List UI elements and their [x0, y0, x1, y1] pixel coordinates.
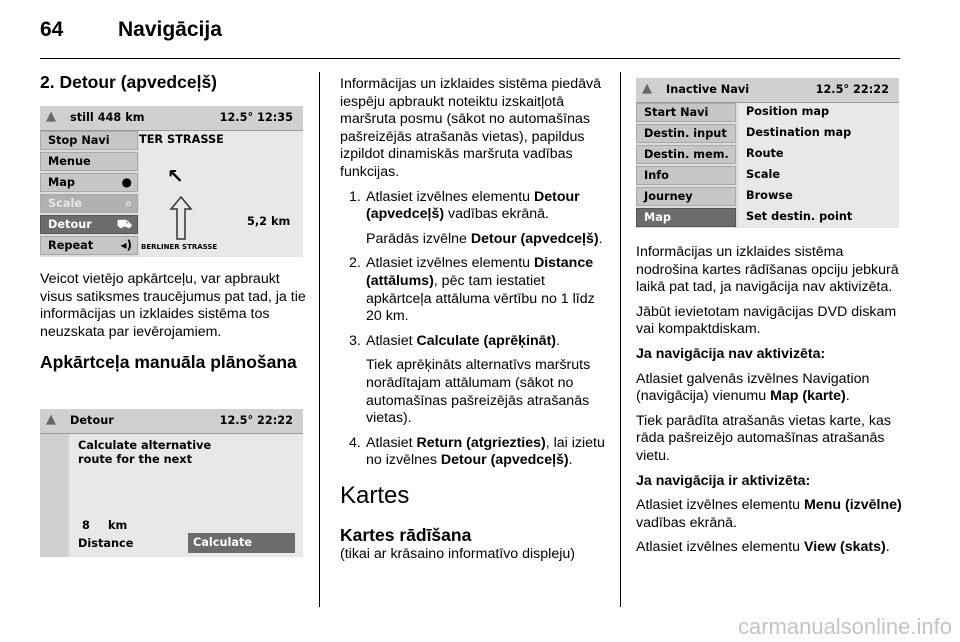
- inactive-navi-screen: [636, 78, 899, 228]
- column-divider-2: [620, 72, 621, 607]
- calculate-button: Calculate: [188, 533, 295, 553]
- column-2: [340, 76, 608, 563]
- menu-item-label: Map: [48, 176, 75, 189]
- condition-heading: Ja navigācija ir aktivizēta:: [636, 472, 811, 489]
- car-icon: ⛟: [116, 217, 132, 231]
- screen-status: 12.5° 12:35: [219, 111, 293, 124]
- column-3-text: [636, 244, 904, 564]
- list-item: 4. Atlasiet Return (atgriezties), lai izietu no izvēlnes Detour (apvedceļš).: [349, 434, 605, 469]
- paragraph: Atlasiet izvēlnes elementu Menu (izvēlne) vadības ekrānā.: [636, 497, 902, 531]
- list-item: 3. Atlasiet Calculate (aprēķināt). Tiek aprēķināts alternatīvs maršruts norādītajam attālumam (sākot no automašīnas pašreizējās atrašanās vietas).: [349, 332, 591, 427]
- menu-item-start-navi: Start Navi: [636, 103, 736, 122]
- straight-arrow-icon: [169, 195, 193, 241]
- street-name-top: TER STRASSE: [139, 133, 224, 146]
- dialog-text-line-2: route for the next: [78, 453, 192, 466]
- option-position-map: Position map: [746, 105, 830, 118]
- warning-triangle-icon: ▲: [46, 109, 56, 124]
- option-destination-map: Destination map: [746, 126, 852, 139]
- section-heading-2: Apkārtceļa manuāla plānošana: [40, 352, 297, 373]
- paragraph: Informācijas un izklaides sistēma piedāvā iespēju apbraukt noteiktu izskaitļotā maršruta posmu (sākot no automašīnas pašreizējās atrašanās vietas), papildus izpildot dinamiskās maršruta vadības funkcijas.: [340, 76, 602, 180]
- column-1-text: [40, 271, 306, 373]
- menu-item-menue: Menue: [40, 152, 138, 171]
- menu-item-label: Repeat: [48, 239, 94, 252]
- option-route: Route: [746, 147, 784, 160]
- steps-list: [340, 189, 608, 470]
- map-options: [738, 103, 899, 228]
- globe-icon: ●: [121, 175, 132, 189]
- column-1: [40, 68, 305, 93]
- screen-status: 12.5° 22:22: [219, 414, 293, 427]
- distance-value: 5,2 km: [247, 215, 291, 228]
- distance-label: Distance: [78, 537, 134, 550]
- screen-status: 12.5° 22:22: [815, 83, 889, 96]
- dialog-text-line-1: Calculate alternative: [78, 439, 212, 452]
- screen-title: Inactive Navi: [666, 83, 750, 96]
- page-number: 64: [40, 18, 64, 41]
- menu-item-stop-navi: Stop Navi: [40, 131, 138, 150]
- menu-item-destin-mem: Destin. mem.: [636, 145, 736, 164]
- chapter-heading: Kartes: [340, 481, 410, 509]
- paragraph: Tiek parādīta atrašanās vietas karte, kas rāda pašreizējo automašīnas atrašanās vietu.: [636, 412, 891, 464]
- street-name-bottom: BERLINER STRASSE: [141, 243, 218, 251]
- menu-item-repeat: [40, 236, 138, 255]
- distance-unit: km: [108, 519, 128, 532]
- turn-arrow-icon: ↖: [167, 164, 184, 188]
- warning-triangle-icon: ▲: [642, 81, 652, 96]
- menu-item-map: Map: [636, 208, 736, 227]
- paragraph: Informācijas un izklaides sistēma nodrošina kartes rādīšanas opciju jebkurā laikā pat tad, ja navigācija nav aktivizēta.: [636, 244, 899, 296]
- option-set-destin-point: Set destin. point: [746, 210, 853, 223]
- paragraph: Jābūt ievietotam navigācijas DVD diskam vai kompaktdiskam.: [636, 303, 897, 338]
- column-divider-1: [319, 72, 320, 607]
- menu-item-info: Info: [636, 166, 736, 185]
- subsection-heading: Kartes rādīšana: [340, 524, 472, 545]
- paragraph: Veicot vietējo apkārtceļu, var apbraukt visus satiksmes traucējumus pat tad, ja tie informācijas un izklaides sistēma tos neuzskata par ievērojamiem.: [40, 271, 306, 340]
- zoom-icon: ⌕: [125, 196, 132, 210]
- option-scale: Scale: [746, 168, 780, 181]
- menu-item-scale: [40, 194, 138, 213]
- menu-item-label: Detour: [48, 218, 92, 231]
- detour-screen: [40, 106, 303, 257]
- menu-item-detour: [40, 215, 138, 234]
- distance-value: 8: [82, 519, 90, 532]
- menu-item-journey: Journey: [636, 187, 736, 206]
- list-item: 1. Atlasiet izvēlnes elementu Detour (apvedceļš) vadības ekrānā. Parādās izvēlne Detour (apvedceļš).: [349, 188, 603, 247]
- list-item: 2. Atlasiet izvēlnes elementu Distance (attālums), pēc tam iestatiet apkārtceļa attāluma vērtību no 1 līdz 20 km.: [349, 255, 595, 325]
- menu-item-map: [40, 173, 138, 192]
- watermark: carmanualsonline.info: [737, 614, 952, 639]
- option-browse: Browse: [746, 189, 793, 202]
- menu-item-destin-input: Destin. input: [636, 124, 736, 143]
- detour-distance-screen: [40, 409, 303, 557]
- paragraph: Atlasiet izvēlnes elementu View (skats).: [636, 539, 890, 556]
- condition-heading: Ja navigācija nav aktivizēta:: [636, 345, 826, 362]
- screen-title: still 448 km: [70, 111, 145, 124]
- page-title: Navigācija: [118, 18, 222, 41]
- header-rule: [40, 58, 900, 59]
- warning-triangle-icon: ▲: [46, 412, 56, 427]
- map-area: [139, 131, 303, 257]
- paragraph: Atlasiet galvenās izvēlnes Navigation (navigācija) vienumu Map (karte).: [636, 370, 870, 405]
- speaker-icon: ◂): [120, 238, 132, 252]
- subsection-note: (tikai ar krāsaino informatīvo displeju): [340, 545, 575, 562]
- menu-item-label: Scale: [48, 197, 82, 210]
- section-heading: 2. Detour (apvedceļš): [40, 72, 217, 92]
- screen-title: Detour: [70, 414, 114, 427]
